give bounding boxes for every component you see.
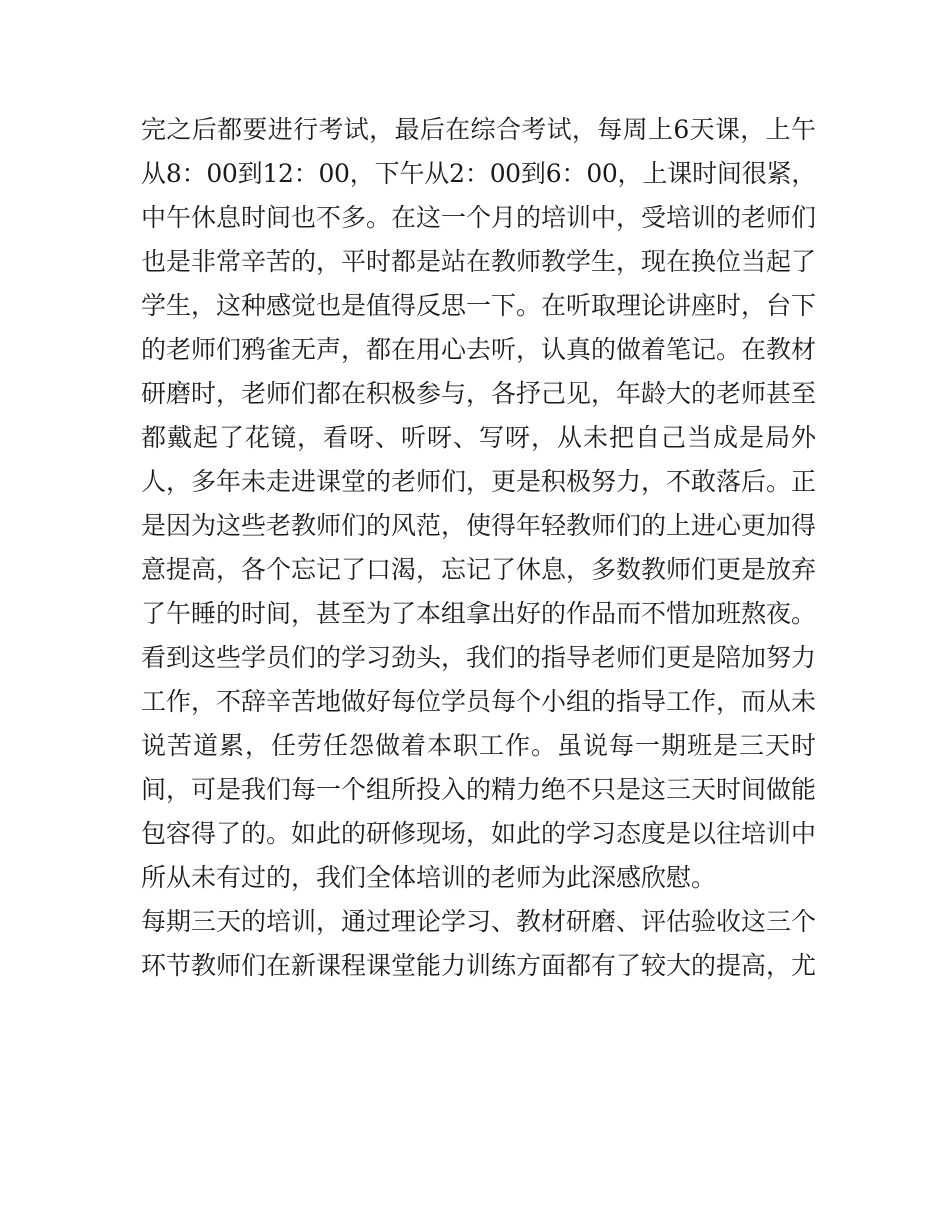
text-line-14: 工作，不辞辛苦地做好每位学员每个小组的指导工作，而从未 — [141, 687, 817, 716]
text-line-8: 都戴起了花镜，看呀、听呀、写呀，从未把自己当成是局外 — [141, 423, 816, 452]
text-line-10: 是因为这些老教师们的风范，使得年轻教师们的上进心更加得 — [141, 511, 817, 540]
text-line-12: 了午睡的时间，甚至为了本组拿出好的作品而不惜加班熬夜。 — [141, 599, 817, 628]
text-line-19: 每期三天的培训，通过理论学习、教材研磨、评估验收这三个 — [141, 907, 817, 936]
text-line-2: 从8：00到12：00，下午从2：00到6：00，上课时间很紧， — [141, 159, 816, 188]
text-line-18: 所从未有过的，我们全体培训的老师为此深感欣慰。 — [141, 863, 717, 892]
text-line-20: 环节教师们在新课程课堂能力训练方面都有了较大的提高，尤 — [141, 951, 817, 980]
text-line-15: 说苦道累，任劳任怨做着本职工作。虽说每一期班是三天时 — [141, 731, 816, 760]
body-text — [141, 108, 816, 988]
text-line-7: 研磨时，老师们都在积极参与，各抒己见，年龄大的老师甚至 — [141, 379, 817, 408]
text-line-4: 也是非常辛苦的，平时都是站在教师教学生，现在换位当起了 — [141, 247, 817, 276]
text-line-9: 人，多年未走进课堂的老师们，更是积极努力，不敢落后。正 — [141, 467, 817, 496]
text-line-1: 完之后都要进行考试，最后在综合考试，每周上6天课，上午 — [141, 115, 816, 144]
text-line-11: 意提高，各个忘记了口渴，忘记了休息，多数教师们更是放弃 — [141, 555, 817, 584]
text-line-13: 看到这些学员们的学习劲头，我们的指导老师们更是陪加努力 — [141, 643, 817, 672]
text-line-3: 中午休息时间也不多。在这一个月的培训中，受培训的老师们 — [141, 203, 817, 232]
text-line-5: 学生，这种感觉也是值得反思一下。在听取理论讲座时，台下 — [141, 291, 817, 320]
text-line-6: 的老师们鸦雀无声，都在用心去听，认真的做着笔记。在教材 — [141, 335, 817, 364]
text-line-17: 包容得了的。如此的研修现场，如此的学习态度是以往培训中 — [141, 819, 817, 848]
text-line-16: 间，可是我们每一个组所投入的精力绝不只是这三天时间做能 — [141, 775, 817, 804]
